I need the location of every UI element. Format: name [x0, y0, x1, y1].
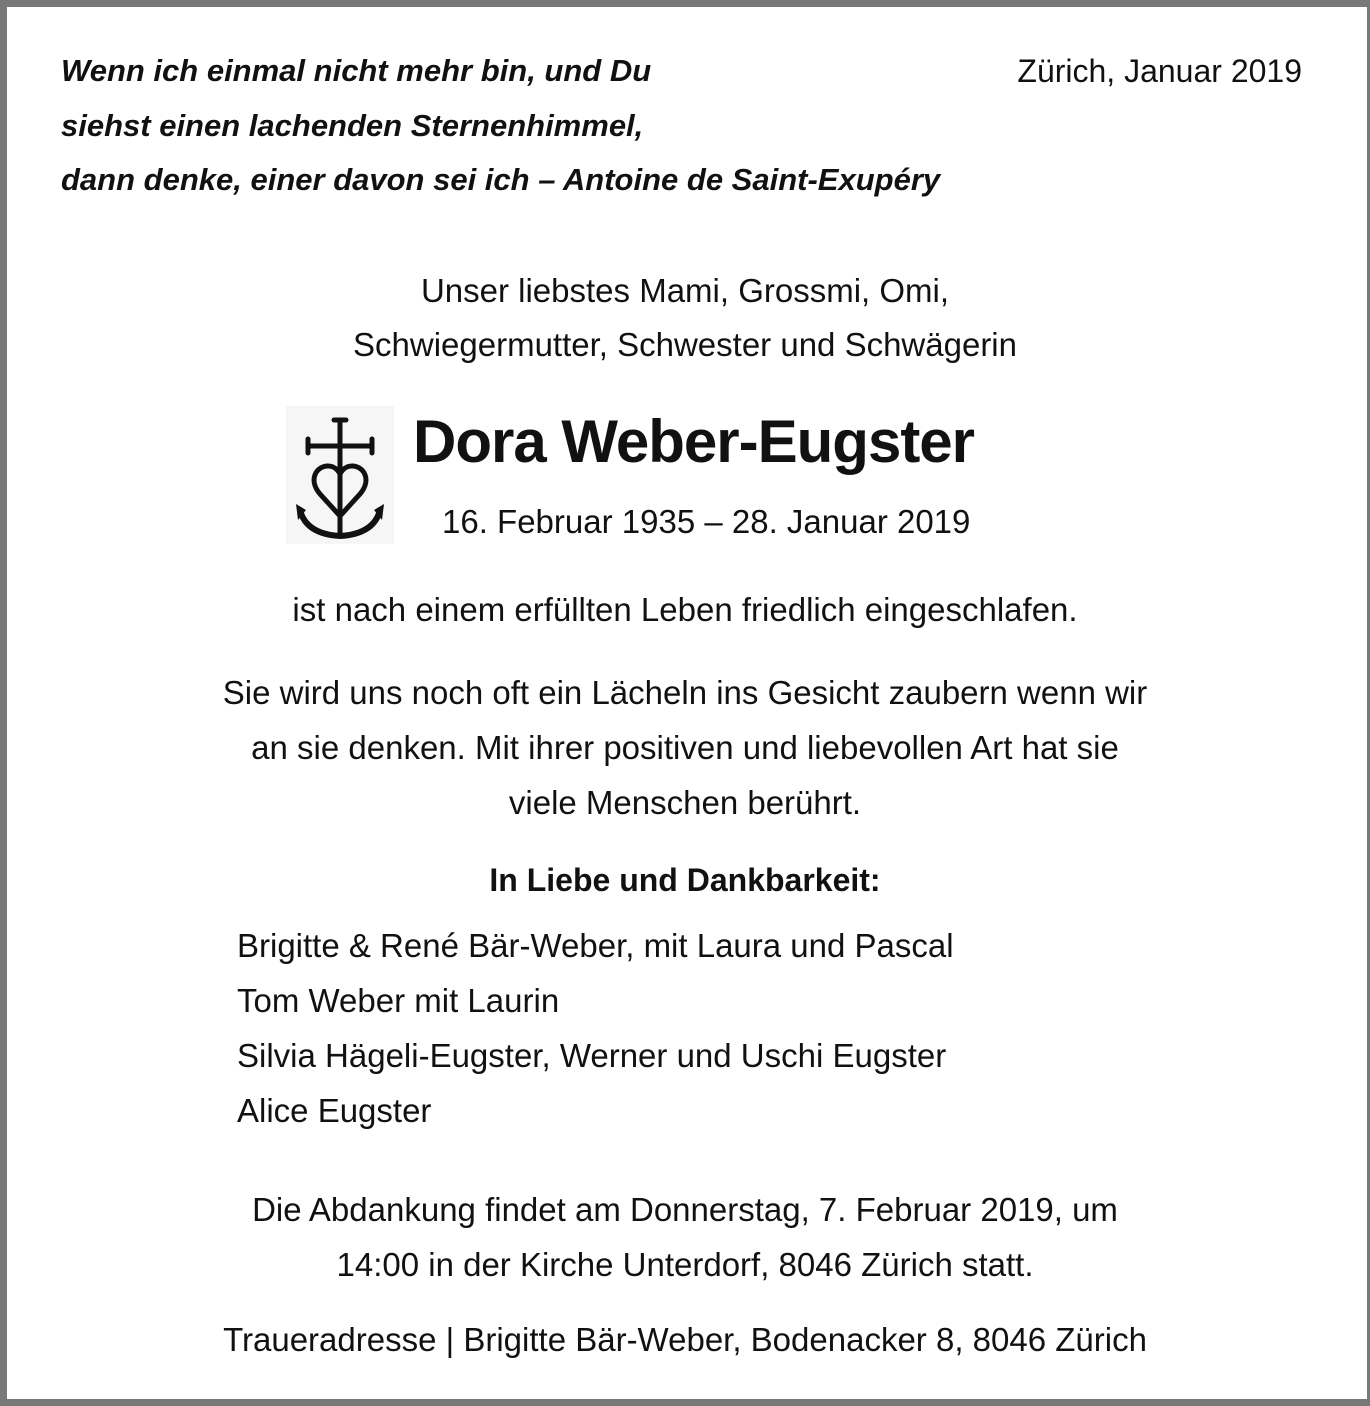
mourner: Brigitte & René Bär-Weber, mit Laura und Pascal: [237, 927, 954, 964]
life-dates: 16. Februar 1935 – 28. Januar 2019: [442, 503, 971, 540]
service-line: Die Abdankung findet am Donnerstag, 7. Februar 2019, um: [252, 1191, 1118, 1228]
place-date: Zürich, Januar 2019: [1017, 53, 1302, 89]
deceased-name: Dora Weber-Eugster: [413, 408, 975, 475]
closing-heading: In Liebe und Dankbarkeit:: [489, 862, 881, 898]
mourner: Silvia Hägeli-Eugster, Werner und Uschi Eugster: [237, 1037, 947, 1074]
statement: ist nach einem erfüllten Leben friedlich eingeschlafen.: [292, 591, 1078, 628]
tribute-line: viele Menschen berührt.: [508, 784, 862, 821]
mourner: Alice Eugster: [237, 1092, 432, 1129]
quote-line: Wenn ich einmal nicht mehr bin, und Du: [61, 53, 652, 88]
tribute-line: Sie wird uns noch oft ein Lächeln ins Gesicht zaubern wenn wir: [222, 674, 1148, 711]
quote-line: dann denke, einer davon sei ich – Antoine de Saint-Exupéry: [61, 162, 941, 197]
camargue-cross-icon: [286, 406, 394, 544]
quote-line: siehst einen lachenden Sternenhimmel,: [61, 108, 644, 143]
service-line: 14:00 in der Kirche Unterdorf, 8046 Zürich statt.: [336, 1246, 1034, 1283]
intro-line: Schwiegermutter, Schwester und Schwägerin: [353, 326, 1017, 363]
intro-line: Unser liebstes Mami, Grossmi, Omi,: [420, 272, 950, 309]
mourning-address: Traueradresse | Brigitte Bär-Weber, Bodenacker 8, 8046 Zürich: [223, 1321, 1147, 1358]
tribute-line: an sie denken. Mit ihrer positiven und liebevollen Art hat sie: [251, 729, 1119, 766]
mourner: Tom Weber mit Laurin: [237, 982, 560, 1019]
